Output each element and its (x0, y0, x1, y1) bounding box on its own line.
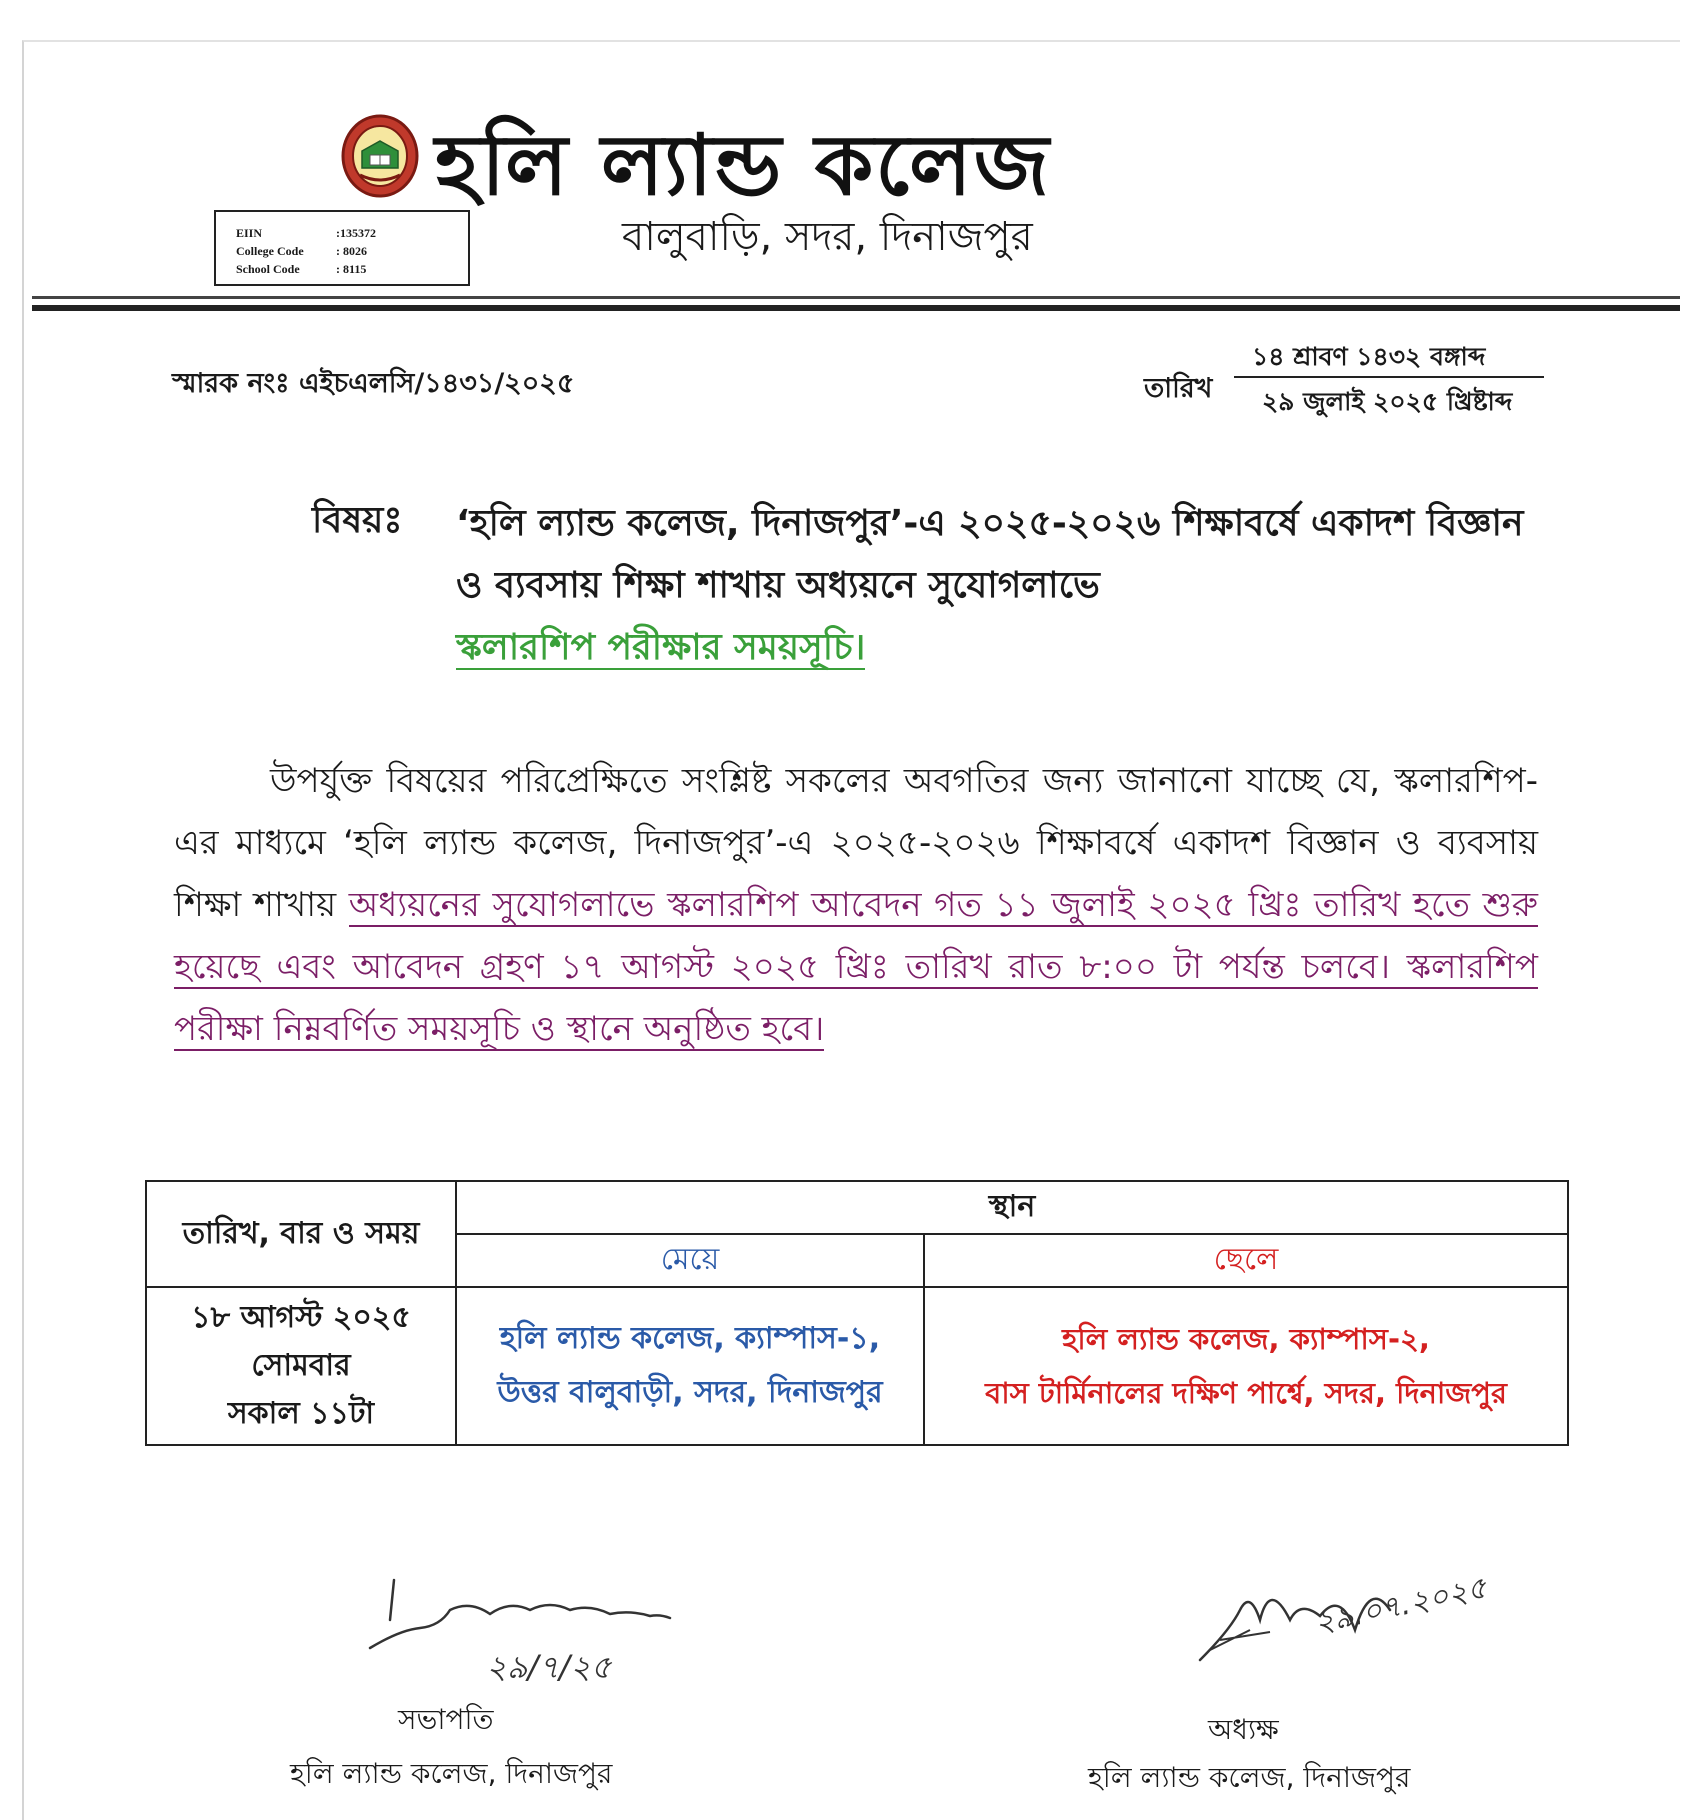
boys-venue-line1: হলি ল্যান্ড কলেজ, ক্যাম্পাস-২, (1062, 1322, 1430, 1356)
col-date-header: তারিখ, বার ও সময় (146, 1181, 456, 1287)
school-code-value: : 8115 (336, 262, 367, 276)
exam-time: সকাল ১১টা (227, 1396, 375, 1431)
subject-text (456, 493, 1556, 679)
girls-venue-line2: উত্তর বালুবাড়ী, সদর, দিনাজপুর (497, 1375, 883, 1410)
principal-signature-date: ২৯.০৭.২০২৫ (1311, 1570, 1490, 1642)
eiin-value: :135372 (336, 226, 376, 240)
header-divider-thin (32, 296, 1680, 299)
col-place-header: স্থান (456, 1181, 1568, 1234)
notice-body (174, 750, 1538, 1060)
col-boys-header: ছেলে (924, 1234, 1568, 1287)
date-divider (1234, 376, 1544, 378)
principal-title: অধ্যক্ষ (1208, 1713, 1279, 1746)
boys-venue-line2: বাস টার্মিনালের দক্ষিণ পার্শ্বে, সদর, দিনাজপুর (985, 1376, 1507, 1410)
college-code-label: College Code (236, 244, 304, 258)
girls-venue-line1: হলি ল্যান্ড কলেজ, ক্যাম্পাস-১, (499, 1321, 881, 1356)
institution-codes-box (214, 210, 470, 286)
president-org: হলি ল্যান্ড কলেজ, দিনাজপুর (290, 1757, 613, 1790)
school-code-row (236, 260, 468, 278)
exam-date: ১৮ আগস্ট ২০২৫ (191, 1300, 411, 1335)
president-title: সভাপতি (398, 1703, 494, 1736)
college-code-row (236, 242, 468, 260)
col-girls-header: মেয়ে (456, 1234, 924, 1287)
body-highlight: অধ্যয়নের সুযোগলাভে স্কলারশিপ আবেদন গত ১১ জুলাই ২০২৫ খ্রিঃ তারিখ হতে শুরু হয়েছে এবং আবেদন গ্রহণ ১৭ আগস্ট ২০২৫ খ্রিঃ তারিখ রাত ৮:০০ টা পর্যন্ত চলবে। স্কলারশিপ পরীক্ষা নিম্নবর্ণিত সময়সূচি ও স্থানে অনুষ্ঠিত হবে। (174, 885, 1538, 1049)
college-name: হলি ল্যান্ড কলেজ (435, 116, 1051, 214)
college-address: বালুবাড়ি, সদর, দিনাজপুর (622, 214, 1033, 260)
exam-schedule-table (145, 1180, 1569, 1446)
principal-org: হলি ল্যান্ড কলেজ, দিনাজপুর (1088, 1761, 1411, 1794)
college-code-value: : 8026 (336, 244, 367, 258)
boys-venue-cell (924, 1287, 1568, 1445)
memo-number: স্মারক নংঃ এইচএলসি/১৪৩১/২০২৫ (172, 368, 575, 399)
subject-highlight: স্কলারশিপ পরীক্ষার সময়সূচি। (456, 627, 866, 668)
subject-label: বিষয়ঃ (312, 500, 403, 541)
eiin-row (236, 224, 468, 242)
schedule-date-cell (146, 1287, 456, 1445)
exam-day: সোমবার (251, 1348, 351, 1383)
girls-venue-cell (456, 1287, 924, 1445)
date-gregorian: ২৯ জুলাই ২০২৫ খ্রিষ্টাব্দ (1262, 387, 1513, 416)
header-divider-thick (32, 305, 1680, 311)
subject-main: ‘হলি ল্যান্ড কলেজ, দিনাজপুর’-এ ২০২৫-২০২৬ শিক্ষাবর্ষে একাদশ বিজ্ঞান ও ব্যবসায় শিক্ষা শাখায় অধ্যয়নে সুযোগলাভে (456, 503, 1524, 606)
school-code-label: School Code (236, 262, 300, 276)
date-bangla: ১৪ শ্রাবণ ১৪৩২ বঙ্গাব্দ (1252, 342, 1486, 371)
president-signature-date: ২৯/৭/২৫ (486, 1648, 612, 1686)
college-logo-icon (340, 113, 420, 199)
body-plain: উপর্যুক্ত বিষয়ের পরিপ্রেক্ষিতে সংশ্লিষ্ট সকলের অবগতির জন্য জানানো যাচ্ছে যে, স্কলারশিপ-এর মাধ্যমে ‘হলি ল্যান্ড কলেজ, দিনাজপুর’-এ ২০২৫-২০২৬ শিক্ষাবর্ষে একাদশ বিজ্ঞান ও ব্যবসায় শিক্ষা শাখায় (174, 761, 1538, 925)
eiin-label: EIIN (236, 226, 263, 240)
date-label: তারিখ (1144, 373, 1213, 404)
